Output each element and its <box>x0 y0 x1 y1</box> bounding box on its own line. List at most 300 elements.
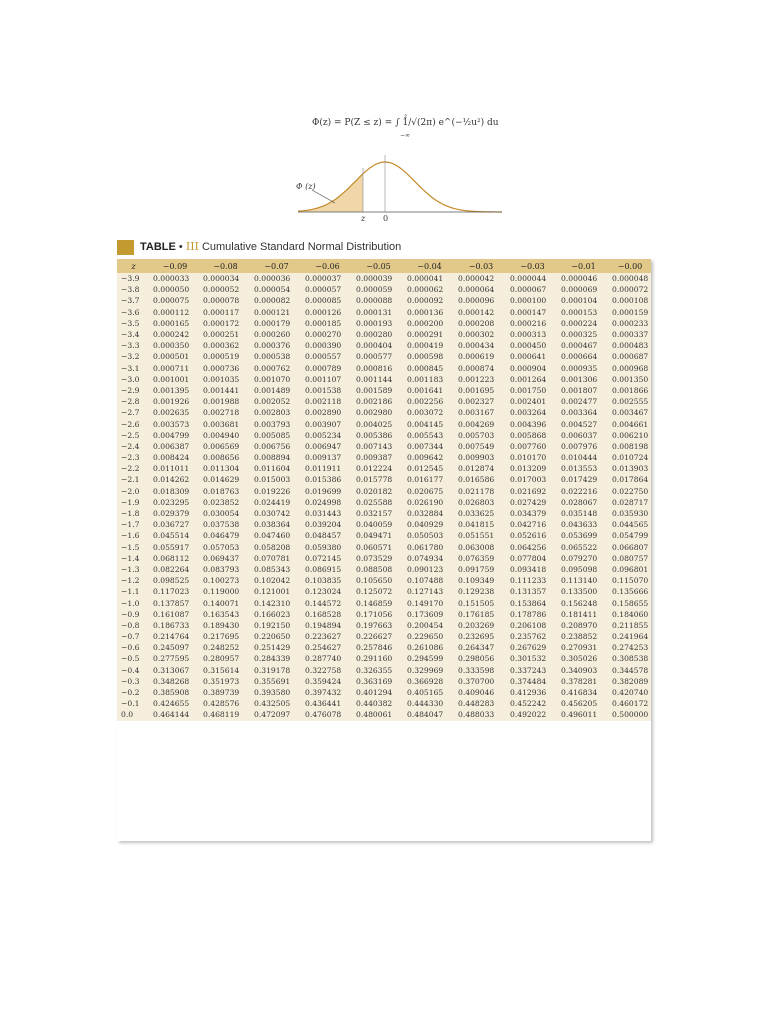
z-value-cell: −3.9 <box>121 274 140 284</box>
table-row <box>117 486 651 497</box>
probability-cell: 0.022216 <box>561 486 598 496</box>
probability-cell: 0.000789 <box>305 363 342 373</box>
probability-cell: 0.492022 <box>510 710 547 720</box>
probability-cell: 0.472097 <box>254 710 291 720</box>
probability-cell: 0.319178 <box>254 665 291 675</box>
probability-cell: 0.013903 <box>612 464 649 474</box>
table-row <box>117 653 651 664</box>
probability-cell: 0.060571 <box>356 542 393 552</box>
probability-cell: 0.337243 <box>510 665 547 675</box>
probability-cell: 0.008656 <box>203 453 240 463</box>
probability-cell: 0.298056 <box>458 654 495 664</box>
probability-cell: 0.004025 <box>356 419 393 429</box>
z-value-cell: −2.1 <box>121 475 140 485</box>
probability-cell: 0.019699 <box>305 486 342 496</box>
z-value-cell: −1.1 <box>121 587 140 597</box>
probability-cell: 0.000233 <box>612 318 649 328</box>
probability-cell: 0.003072 <box>407 408 444 418</box>
probability-cell: 0.000935 <box>561 363 598 373</box>
probability-cell: 0.245097 <box>153 643 190 653</box>
table-row <box>117 620 651 631</box>
probability-cell: 0.016177 <box>407 475 444 485</box>
probability-cell: 0.029379 <box>153 509 190 519</box>
probability-cell: 0.146859 <box>356 598 393 608</box>
probability-cell: 0.208970 <box>561 620 598 630</box>
probability-cell: 0.374484 <box>510 676 547 686</box>
column-header: −0.03 <box>520 261 545 271</box>
z-value-cell: −3.7 <box>121 296 140 306</box>
probability-cell: 0.002052 <box>254 397 291 407</box>
probability-cell: 0.496011 <box>561 710 598 720</box>
z-value-cell: −1.4 <box>121 553 140 563</box>
probability-cell: 0.005234 <box>305 430 342 440</box>
probability-cell: 0.079270 <box>561 553 598 563</box>
probability-cell: 0.000291 <box>407 330 444 340</box>
probability-cell: 0.083793 <box>203 564 240 574</box>
table-row <box>117 542 651 553</box>
probability-cell: 0.072145 <box>305 553 342 563</box>
probability-cell: 0.000117 <box>203 307 240 317</box>
table-row <box>117 474 651 485</box>
probability-cell: 0.189430 <box>203 620 240 630</box>
probability-cell: 0.464144 <box>153 710 190 720</box>
table-row <box>117 586 651 597</box>
probability-cell: 0.000147 <box>510 307 547 317</box>
probability-cell: 0.305026 <box>561 654 598 664</box>
table-row <box>117 407 651 418</box>
probability-cell: 0.000641 <box>510 352 547 362</box>
probability-cell: 0.102042 <box>254 576 291 586</box>
probability-cell: 0.069437 <box>203 553 240 563</box>
z-value-cell: −2.8 <box>121 397 140 407</box>
probability-cell: 0.378281 <box>561 676 598 686</box>
probability-cell: 0.476078 <box>305 710 342 720</box>
probability-cell: 0.003573 <box>153 419 190 429</box>
formula-text: Φ(z) = P(Z ≤ z) = ∫ 1/√(2π) e^(−½u²) du <box>312 118 499 128</box>
probability-cell: 0.011304 <box>203 464 240 474</box>
probability-cell: 0.003167 <box>458 408 495 418</box>
probability-cell: 0.024419 <box>254 497 291 507</box>
table-row <box>117 318 651 329</box>
probability-cell: 0.176185 <box>458 609 495 619</box>
probability-cell: 0.363169 <box>356 676 393 686</box>
probability-cell: 0.366928 <box>407 676 444 686</box>
column-header: −0.01 <box>571 261 596 271</box>
probability-cell: 0.178786 <box>510 609 547 619</box>
probability-cell: 0.000092 <box>407 296 444 306</box>
z-value-cell: 0.0 <box>121 710 134 720</box>
probability-cell: 0.500000 <box>612 710 649 720</box>
probability-cell: 0.000042 <box>458 274 495 284</box>
probability-cell: 0.000200 <box>407 318 444 328</box>
probability-cell: 0.000270 <box>305 330 342 340</box>
probability-cell: 0.001538 <box>305 385 342 395</box>
table-header-row <box>117 259 651 273</box>
probability-cell: 0.006569 <box>203 441 240 451</box>
table-row <box>117 497 651 508</box>
probability-cell: 0.003364 <box>561 408 598 418</box>
probability-cell: 0.000404 <box>356 341 393 351</box>
z-value-cell: −1.0 <box>121 598 140 608</box>
probability-cell: 0.313067 <box>153 665 190 675</box>
probability-cell: 0.109349 <box>458 576 495 586</box>
probability-cell: 0.416834 <box>561 688 598 698</box>
probability-cell: 0.026190 <box>407 497 444 507</box>
probability-cell: 0.001107 <box>305 374 342 384</box>
probability-cell: 0.022750 <box>612 486 649 496</box>
table-row <box>117 463 651 474</box>
probability-cell: 0.028717 <box>612 497 649 507</box>
table-title <box>140 240 401 253</box>
probability-cell: 0.194894 <box>305 620 342 630</box>
probability-cell: 0.058208 <box>254 542 291 552</box>
probability-cell: 0.000251 <box>203 330 240 340</box>
probability-cell: 0.003467 <box>612 408 649 418</box>
probability-cell: 0.000313 <box>510 330 547 340</box>
probability-cell: 0.000108 <box>612 296 649 306</box>
table-row <box>117 363 651 374</box>
probability-cell: 0.047460 <box>254 531 291 541</box>
z-value-cell: −3.1 <box>121 363 140 373</box>
z-value-cell: −2.3 <box>121 453 140 463</box>
z-value-cell: −3.0 <box>121 374 140 384</box>
probability-cell: 0.173609 <box>407 609 444 619</box>
probability-cell: 0.033625 <box>458 509 495 519</box>
probability-cell: 0.000193 <box>356 318 393 328</box>
probability-cell: 0.002477 <box>561 397 598 407</box>
probability-cell: 0.007549 <box>458 441 495 451</box>
probability-cell: 0.184060 <box>612 609 649 619</box>
probability-cell: 0.004940 <box>203 430 240 440</box>
probability-cell: 0.444330 <box>407 699 444 709</box>
probability-cell: 0.105650 <box>356 576 393 586</box>
probability-cell: 0.000172 <box>203 318 240 328</box>
probability-cell: 0.267629 <box>510 643 547 653</box>
probability-cell: 0.000057 <box>305 285 342 295</box>
probability-cell: 0.055917 <box>153 542 190 552</box>
probability-cell: 0.024998 <box>305 497 342 507</box>
probability-cell: 0.004145 <box>407 419 444 429</box>
probability-cell: 0.012545 <box>407 464 444 474</box>
probability-cell: 0.001641 <box>407 385 444 395</box>
probability-cell: 0.308538 <box>612 654 649 664</box>
z-value-cell: −0.5 <box>121 654 140 664</box>
probability-cell: 0.003793 <box>254 419 291 429</box>
probability-cell: 0.203269 <box>458 620 495 630</box>
probability-cell: 0.012874 <box>458 464 495 474</box>
probability-cell: 0.011604 <box>254 464 291 474</box>
column-header: −0.00 <box>617 261 643 271</box>
probability-cell: 0.000904 <box>510 363 547 373</box>
probability-cell: 0.001350 <box>612 374 649 384</box>
probability-cell: 0.100273 <box>203 576 240 586</box>
probability-cell: 0.214764 <box>153 632 190 642</box>
probability-cell: 0.000302 <box>458 330 495 340</box>
probability-cell: 0.021692 <box>510 486 547 496</box>
probability-cell: 0.038364 <box>254 520 291 530</box>
bell-curve-figure <box>290 110 510 230</box>
probability-cell: 0.000280 <box>356 330 393 340</box>
z-value-cell: −1.9 <box>121 497 140 507</box>
probability-cell: 0.002555 <box>612 397 649 407</box>
probability-cell: 0.046479 <box>203 531 240 541</box>
probability-cell: 0.000619 <box>458 352 495 362</box>
probability-cell: 0.460172 <box>612 699 649 709</box>
probability-cell: 0.344578 <box>612 665 649 675</box>
probability-cell: 0.000050 <box>153 285 190 295</box>
probability-cell: 0.322758 <box>305 665 342 675</box>
probability-cell: 0.000557 <box>305 352 342 362</box>
probability-cell: 0.001223 <box>458 374 495 384</box>
probability-cell: 0.171056 <box>356 609 393 619</box>
probability-cell: 0.359424 <box>305 676 342 686</box>
column-header: −0.07 <box>264 261 289 271</box>
z-value-cell: −1.3 <box>121 564 140 574</box>
probability-cell: 0.034379 <box>510 509 547 519</box>
probability-cell: 0.103835 <box>305 576 342 586</box>
probability-cell: 0.077804 <box>510 553 547 563</box>
probability-cell: 0.168528 <box>305 609 342 619</box>
probability-cell: 0.280957 <box>203 654 240 664</box>
probability-cell: 0.131357 <box>510 587 547 597</box>
probability-cell: 0.142310 <box>254 598 291 608</box>
probability-cell: 0.009903 <box>458 453 495 463</box>
probability-cell: 0.000216 <box>510 318 547 328</box>
probability-cell: 0.001001 <box>153 374 190 384</box>
probability-cell: 0.002718 <box>203 408 240 418</box>
formula-lower-limit: −∞ <box>400 132 411 139</box>
probability-cell: 0.000419 <box>407 341 444 351</box>
probability-cell: 0.005386 <box>356 430 393 440</box>
z-value-cell: −2.6 <box>121 419 140 429</box>
probability-cell: 0.095098 <box>561 564 598 574</box>
table-row <box>117 642 651 653</box>
probability-cell: 0.129238 <box>458 587 495 597</box>
probability-cell: 0.448283 <box>458 699 495 709</box>
table-row <box>117 665 651 676</box>
probability-cell: 0.091759 <box>458 564 495 574</box>
probability-cell: 0.000088 <box>356 296 393 306</box>
z-value-cell: −0.6 <box>121 643 140 653</box>
probability-cell: 0.206108 <box>510 620 547 630</box>
probability-cell: 0.274253 <box>612 643 649 653</box>
probability-cell: 0.000052 <box>203 285 240 295</box>
probability-cell: 0.000159 <box>612 307 649 317</box>
probability-cell: 0.023295 <box>153 497 190 507</box>
probability-cell: 0.001988 <box>203 397 240 407</box>
probability-cell: 0.042716 <box>510 520 547 530</box>
probability-cell: 0.432505 <box>254 699 291 709</box>
probability-cell: 0.045514 <box>153 531 190 541</box>
probability-cell: 0.000041 <box>407 274 444 284</box>
table-body <box>117 273 651 721</box>
probability-cell: 0.050503 <box>407 531 444 541</box>
probability-cell: 0.000121 <box>254 307 291 317</box>
probability-cell: 0.257846 <box>356 643 393 653</box>
probability-cell: 0.025588 <box>356 497 393 507</box>
probability-cell: 0.073529 <box>356 553 393 563</box>
z-value-cell: −0.7 <box>121 632 140 642</box>
probability-cell: 0.009387 <box>356 453 393 463</box>
probability-cell: 0.340903 <box>561 665 598 675</box>
probability-cell: 0.032884 <box>407 509 444 519</box>
probability-cell: 0.015386 <box>305 475 342 485</box>
probability-cell: 0.241964 <box>612 632 649 642</box>
probability-cell: 0.232695 <box>458 632 495 642</box>
probability-cell: 0.000762 <box>254 363 291 373</box>
probability-cell: 0.008198 <box>612 441 649 451</box>
probability-cell: 0.326355 <box>356 665 393 675</box>
probability-cell: 0.238852 <box>561 632 598 642</box>
probability-cell: 0.031443 <box>305 509 342 519</box>
probability-cell: 0.001070 <box>254 374 291 384</box>
z-value-cell: −1.6 <box>121 531 140 541</box>
probability-cell: 0.002186 <box>356 397 393 407</box>
probability-cell: 0.000033 <box>153 274 190 284</box>
probability-cell: 0.007976 <box>561 441 598 451</box>
z-value-cell: −0.8 <box>121 620 140 630</box>
probability-cell: 0.000664 <box>561 352 598 362</box>
table-row <box>117 564 651 575</box>
probability-cell: 0.452242 <box>510 699 547 709</box>
probability-cell: 0.315614 <box>203 665 240 675</box>
probability-cell: 0.264347 <box>458 643 495 653</box>
z-value-cell: −3.6 <box>121 307 140 317</box>
probability-cell: 0.151505 <box>458 598 495 608</box>
formula-upper-limit: z <box>404 113 408 120</box>
table-row <box>117 430 651 441</box>
probability-cell: 0.010444 <box>561 453 598 463</box>
probability-cell: 0.015003 <box>254 475 291 485</box>
probability-cell: 0.011911 <box>305 464 342 474</box>
probability-cell: 0.041815 <box>458 520 495 530</box>
z-value-cell: −2.4 <box>121 441 140 451</box>
probability-cell: 0.000069 <box>561 285 598 295</box>
probability-cell: 0.001589 <box>356 385 393 395</box>
table-row <box>117 575 651 586</box>
column-header-z: z <box>131 261 136 271</box>
probability-cell: 0.235762 <box>510 632 547 642</box>
probability-cell: 0.000059 <box>356 285 393 295</box>
probability-cell: 0.000538 <box>254 352 291 362</box>
probability-cell: 0.333598 <box>458 665 495 675</box>
column-header: −0.05 <box>366 261 391 271</box>
probability-cell: 0.456205 <box>561 699 598 709</box>
probability-cell: 0.017864 <box>612 475 649 485</box>
probability-cell: 0.127143 <box>407 587 444 597</box>
probability-cell: 0.017003 <box>510 475 547 485</box>
probability-cell: 0.382089 <box>612 676 649 686</box>
probability-cell: 0.000078 <box>203 296 240 306</box>
probability-cell: 0.063008 <box>458 542 495 552</box>
probability-cell: 0.133500 <box>561 587 598 597</box>
probability-cell: 0.412936 <box>510 688 547 698</box>
probability-cell: 0.000104 <box>561 296 598 306</box>
probability-cell: 0.002635 <box>153 408 190 418</box>
z-value-cell: −0.3 <box>121 676 140 686</box>
z-value-cell: −3.5 <box>121 318 140 328</box>
table-row <box>117 687 651 698</box>
probability-cell: 0.000736 <box>203 363 240 373</box>
probability-cell: 0.158655 <box>612 598 649 608</box>
probability-cell: 0.000046 <box>561 274 598 284</box>
title-marker <box>117 240 134 255</box>
probability-cell: 0.270931 <box>561 643 598 653</box>
table-row <box>117 351 651 362</box>
probability-cell: 0.355691 <box>254 676 291 686</box>
z-value-cell: −2.5 <box>121 430 140 440</box>
probability-cell: 0.111233 <box>510 576 547 586</box>
probability-cell: 0.000845 <box>407 363 444 373</box>
table-row <box>117 597 651 608</box>
probability-cell: 0.006947 <box>305 441 342 451</box>
probability-cell: 0.006387 <box>153 441 190 451</box>
normal-table-container <box>117 259 651 841</box>
table-row <box>117 396 651 407</box>
probability-cell: 0.488033 <box>458 710 495 720</box>
table-row <box>117 340 651 351</box>
probability-cell: 0.000208 <box>458 318 495 328</box>
probability-cell: 0.003681 <box>203 419 240 429</box>
probability-cell: 0.181411 <box>561 609 598 619</box>
probability-cell: 0.186733 <box>153 620 190 630</box>
table-row <box>117 385 651 396</box>
probability-cell: 0.000483 <box>612 341 649 351</box>
probability-cell: 0.226627 <box>356 632 393 642</box>
probability-cell: 0.048457 <box>305 531 342 541</box>
probability-cell: 0.005085 <box>254 430 291 440</box>
probability-cell: 0.277595 <box>153 654 190 664</box>
table-row <box>117 452 651 463</box>
probability-cell: 0.002890 <box>305 408 342 418</box>
probability-cell: 0.003264 <box>510 408 547 418</box>
probability-cell: 0.002980 <box>356 408 393 418</box>
z-value-cell: −0.4 <box>121 665 140 675</box>
probability-cell: 0.119000 <box>203 587 240 597</box>
probability-cell: 0.000085 <box>305 296 342 306</box>
probability-cell: 0.291160 <box>356 654 393 664</box>
probability-cell: 0.028067 <box>561 497 598 507</box>
probability-cell: 0.000577 <box>356 352 393 362</box>
probability-cell: 0.057053 <box>203 542 240 552</box>
probability-cell: 0.135666 <box>612 587 649 597</box>
probability-cell: 0.021178 <box>458 486 495 496</box>
probability-cell: 0.000064 <box>458 285 495 295</box>
probability-cell: 0.030742 <box>254 509 291 519</box>
probability-cell: 0.052616 <box>510 531 547 541</box>
probability-cell: 0.002118 <box>305 397 342 407</box>
probability-cell: 0.001264 <box>510 374 547 384</box>
probability-cell: 0.000185 <box>305 318 342 328</box>
phi-z-label: Φ (z) <box>296 182 316 191</box>
probability-cell: 0.000711 <box>153 363 190 373</box>
probability-cell: 0.049471 <box>356 531 393 541</box>
probability-cell: 0.000224 <box>561 318 598 328</box>
probability-cell: 0.000376 <box>254 341 291 351</box>
table-row <box>117 519 651 530</box>
probability-cell: 0.117023 <box>153 587 190 597</box>
probability-cell: 0.006756 <box>254 441 291 451</box>
probability-cell: 0.436441 <box>305 699 342 709</box>
probability-cell: 0.149170 <box>407 598 444 608</box>
probability-cell: 0.287740 <box>305 654 342 664</box>
probability-cell: 0.014262 <box>153 475 190 485</box>
probability-cell: 0.008424 <box>153 453 190 463</box>
z-value-cell: −1.5 <box>121 542 140 552</box>
probability-cell: 0.000142 <box>458 307 495 317</box>
probability-cell: 0.000260 <box>254 330 291 340</box>
probability-cell: 0.484047 <box>407 710 444 720</box>
